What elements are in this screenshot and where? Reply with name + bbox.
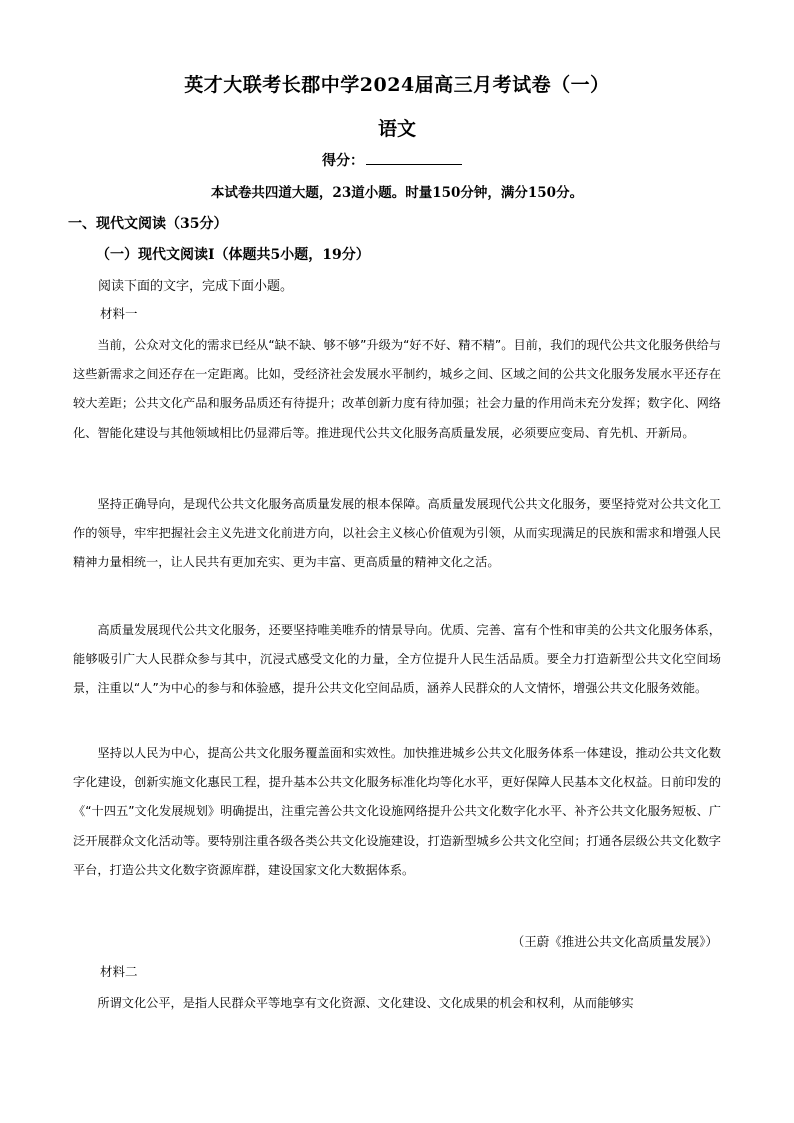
material-two-paragraph: 所谓文化公平，是指人民群众平等地享有文化资源、文化建设、文化成果的机会和权利，从而能够实 (97, 996, 634, 1010)
material-one-paragraph: 当前，公众对文化的需求已经从“缺不缺、够不够”升级为“好不好、精不精”。目前，我们的现代公共文化服务供给与这些新需求之间还存在一定距离。比如，受经济社会发展水平制约，城乡之间、区域之间的公共文化服务发展水平还存在较大差距；公共文化产品和服务品质还有待提升；改革创新力度有待加强；社会力量的作用尚未充分发挥；数字化、网络化、智能化建设与其他领域相比仍显滞后等。推进现代公共文化服务高质量发展，必须要应变局、育先机、开新局。 (73, 338, 721, 440)
exam-title: 英才大联考长郡中学2024届高三月考试卷（一） (184, 74, 610, 96)
material-one-paragraph: 坚持正确导向，是现代公共文化服务高质量发展的根本保障。高质量发展现代公共文化服务，要坚持党对公共文化工作的领导，牢牢把握社会主义先进文化前进方向，以社会主义核心价值观为引领，从而实现满足的民族和需求和增强人民精神力量相统一，让人民共有更加充实、更为丰富、更高质量的精神文化之活。 (73, 497, 721, 570)
section-heading: 一、现代文阅读（35分） (68, 216, 228, 232)
reading-instruction: 阅读下面的文字，完成下面小题。 (98, 279, 294, 294)
exam-info: 本试卷共四道大题，23道小题。时量150分钟，满分150分。 (210, 185, 584, 201)
material-one-paragraph: 坚持以人民为中心，提高公共文化服务覆盖面和实效性。加快推进城乡公共文化服务体系一体建设，推动公共文化数字化建设，创新实施文化惠民工程，提升基本公共文化服务标准化均等化水平，更好保障人民基本文化权益。日前印发的《“十四五”文化发展规划》明确提出，注重完善公共文化设施网络提升公共文化数字化水平、补齐公共文化服务短板、广泛开展群众文化活动等。要特别注重各级各类公共文化设施建设，打造新型城乡公共文化空间；打通各层级公共文化数字平台，打造公共文化数字资源库群，建设国家文化大数据体系。 (73, 746, 721, 877)
material-one-label: 材料一 (100, 306, 138, 321)
subject-heading: 语文 (377, 118, 416, 140)
material-one-paragraph: 高质量发展现代公共文化服务，还要坚持唯美唯乔的情景导向。优质、完善、富有个性和审美的公共文化服务体系，能够吸引广大人民群众参与其中，沉浸式感受文化的力量，全方位提升人民生活品质。要全力打造新型公共文化空间场景，注重以“人”为中心的参与和体验感，提升公共文化空间品质，涵养人民群众的人文情怀，增强公共文化服务效能。 (73, 623, 721, 696)
score-blank[interactable] (366, 150, 462, 165)
subsection-heading: （一）现代文阅读Ⅰ（体题共5小题，19分） (96, 247, 370, 263)
score-label: 得分： (322, 153, 364, 169)
material-two-label: 材料二 (100, 964, 138, 979)
material-one-source: （王蔚《推进公共文化高质量发展》） (511, 934, 718, 949)
score-field (322, 150, 462, 170)
